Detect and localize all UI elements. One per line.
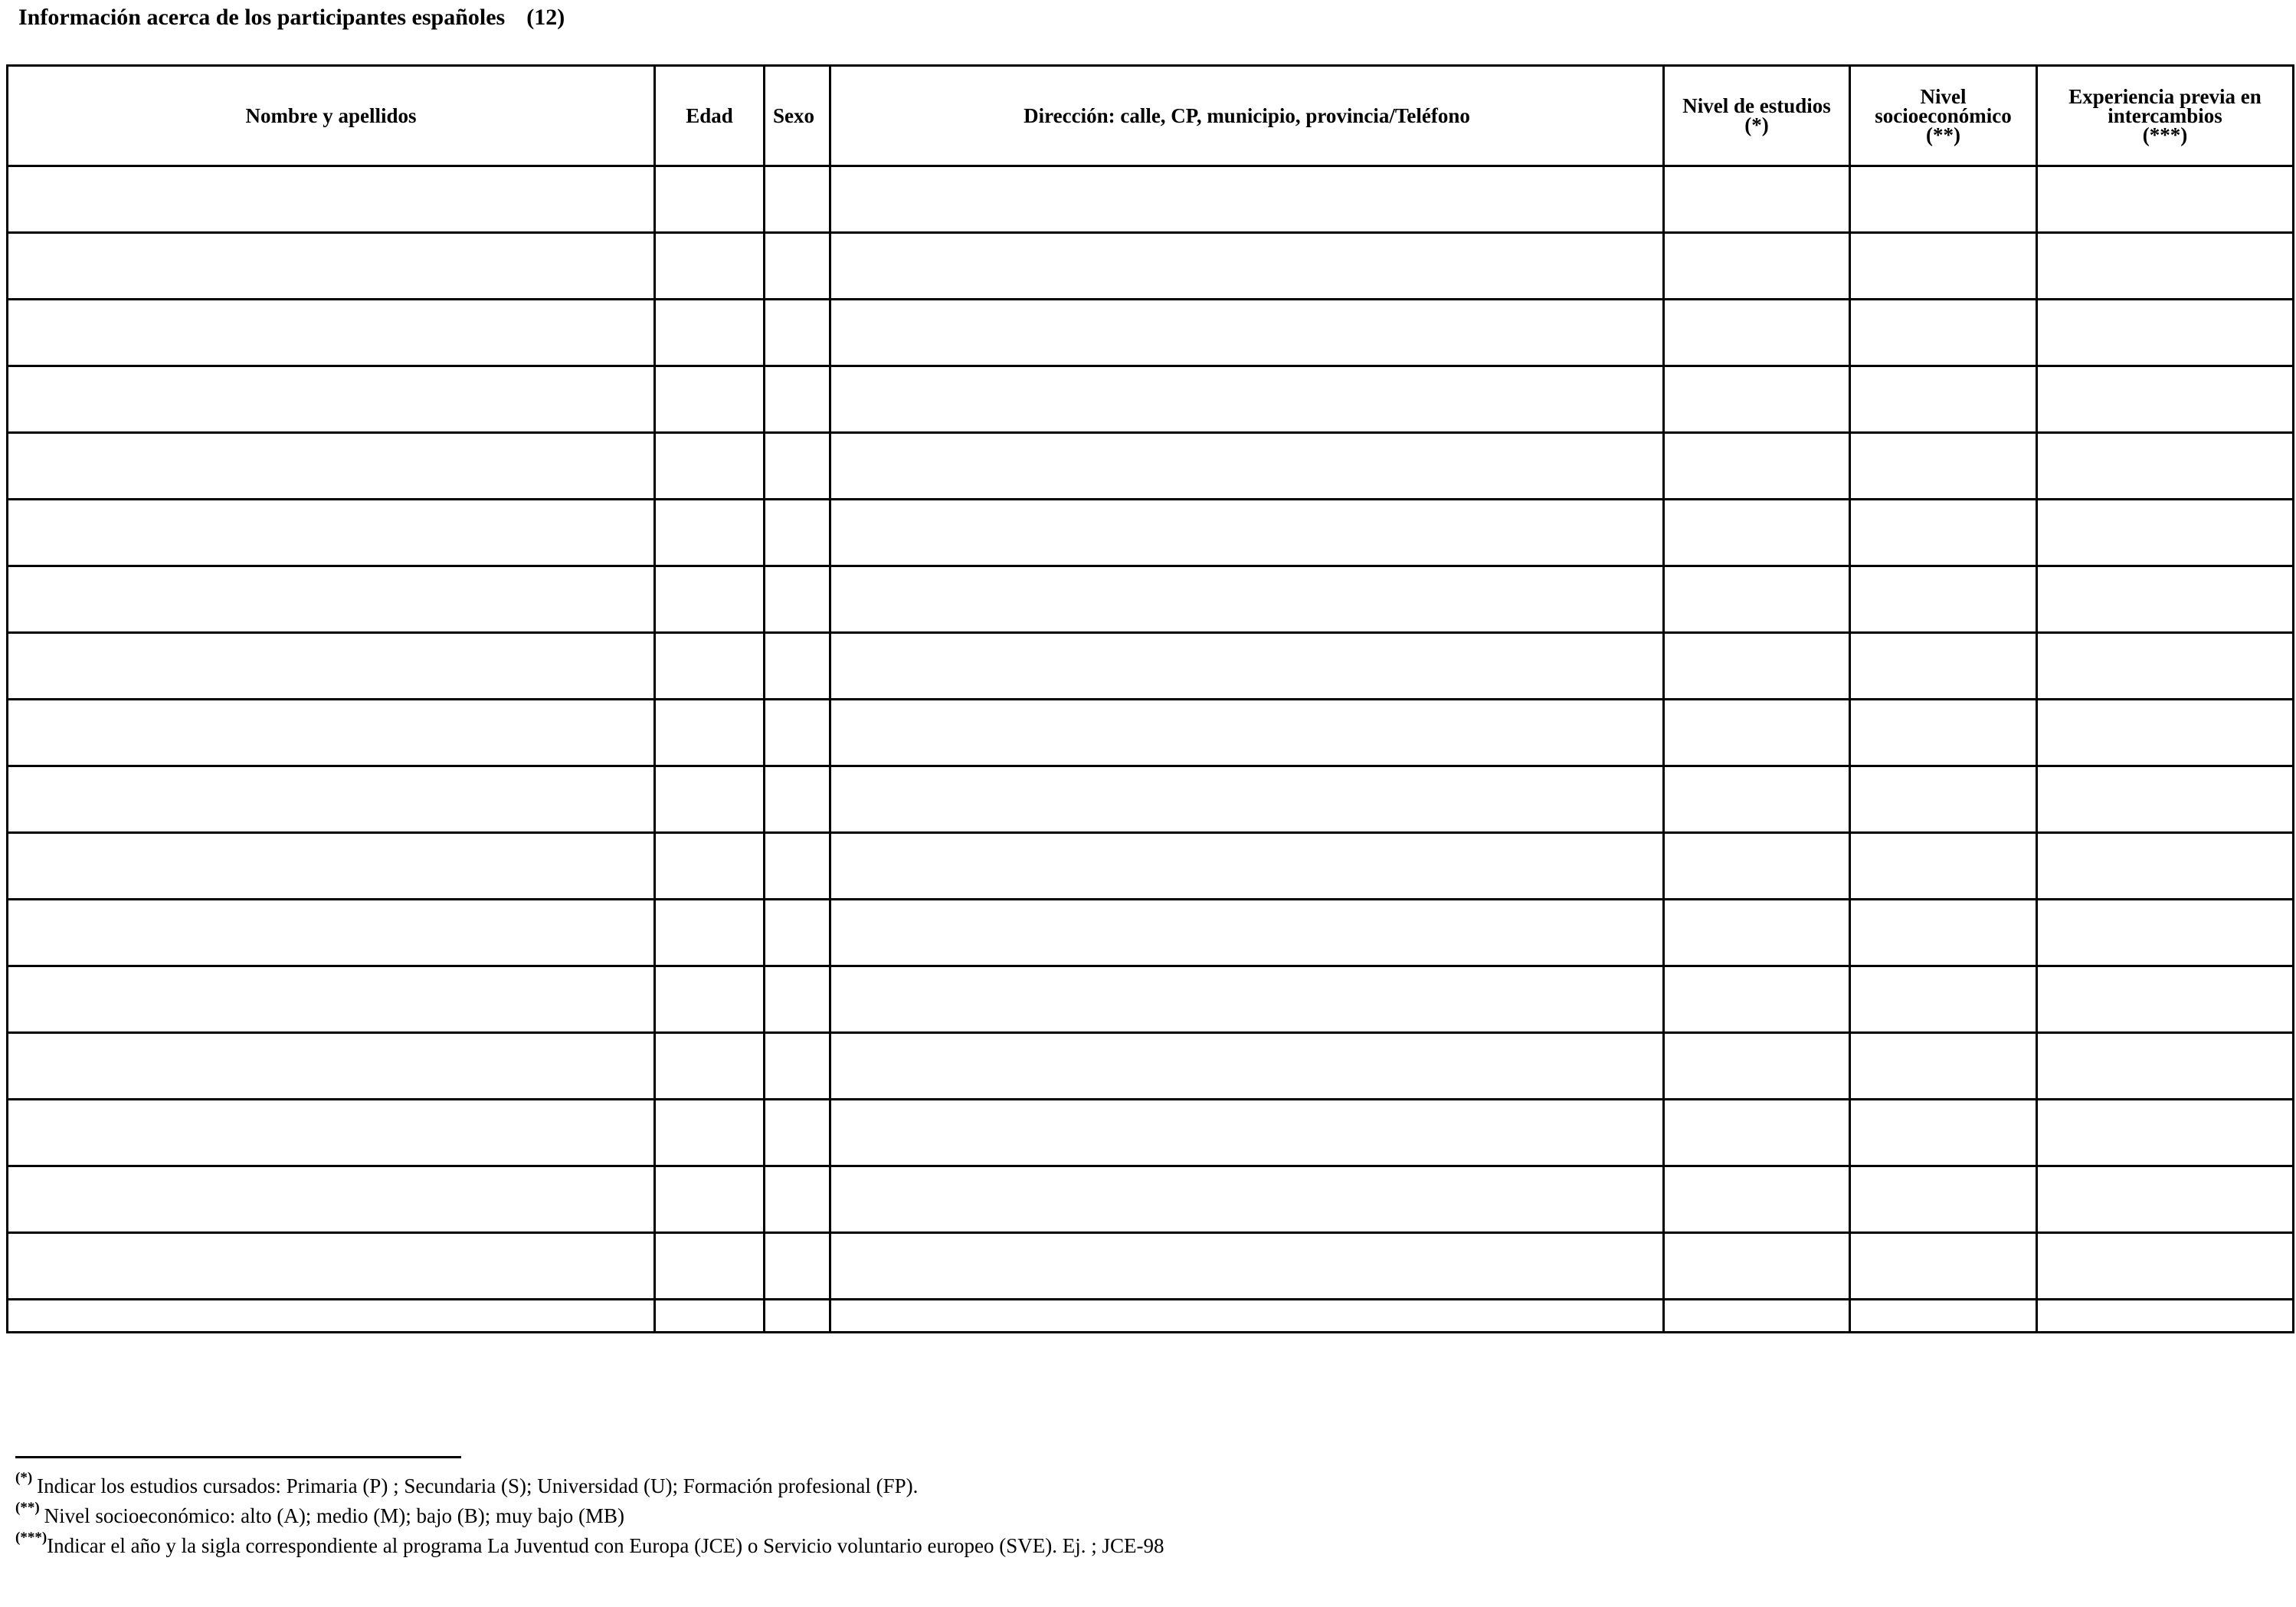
table-row	[8, 500, 2294, 566]
column-header-label: Dirección: calle, CP, municipio, provincia/Teléfono	[1024, 103, 1470, 127]
table-cell[interactable]	[765, 966, 830, 1033]
table-cell[interactable]	[830, 566, 1664, 633]
footnote-estudios	[15, 1471, 1164, 1501]
footnote-marker: (***)	[15, 1530, 47, 1546]
table-cell[interactable]	[8, 566, 655, 633]
page-title-ref: (12)	[526, 5, 565, 30]
table-cell[interactable]	[1664, 833, 1850, 900]
column-header-nivel-estudios	[1664, 66, 1850, 166]
table-cell[interactable]	[765, 1033, 830, 1100]
table-cell[interactable]	[1850, 966, 2037, 1033]
column-header-label: Sexo	[773, 103, 814, 127]
table-cell[interactable]	[765, 1233, 830, 1300]
table-cell[interactable]	[2037, 700, 2294, 766]
table-cell[interactable]	[2037, 433, 2294, 500]
table-cell[interactable]	[1664, 900, 1850, 966]
footnote-marker: (*)	[15, 1470, 33, 1486]
footnote-text: Indicar el año y la sigla correspondiente al programa La Juventud con Europa (JCE) o Servicio voluntario europeo (SVE). Ej. ; JCE-98	[47, 1534, 1164, 1557]
table-cell[interactable]	[830, 1300, 1664, 1333]
table-cell[interactable]	[1664, 1233, 1850, 1300]
table-cell[interactable]	[830, 833, 1664, 900]
table-cell[interactable]	[8, 633, 655, 700]
table-cell[interactable]	[2037, 1166, 2294, 1233]
table-cell[interactable]	[655, 1166, 765, 1233]
table-cell[interactable]	[1850, 1233, 2037, 1300]
table-cell[interactable]	[830, 766, 1664, 833]
table-row	[8, 1233, 2294, 1300]
table-row	[8, 166, 2294, 233]
column-header-ref: (**)	[1926, 123, 1960, 146]
table-cell[interactable]	[8, 900, 655, 966]
table-cell[interactable]	[8, 1033, 655, 1100]
table-cell[interactable]	[8, 366, 655, 433]
table-cell[interactable]	[1850, 166, 2037, 233]
table-cell[interactable]	[2037, 366, 2294, 433]
table-cell[interactable]	[1850, 366, 2037, 433]
table-cell[interactable]	[1850, 1300, 2037, 1333]
table-cell[interactable]	[1664, 1300, 1850, 1333]
table-cell[interactable]	[655, 766, 765, 833]
table-row	[8, 566, 2294, 633]
table-row	[8, 1100, 2294, 1166]
table-cell[interactable]	[1664, 1033, 1850, 1100]
table-cell[interactable]	[830, 700, 1664, 766]
page-title	[18, 5, 565, 31]
table-cell[interactable]	[655, 566, 765, 633]
table-cell[interactable]	[1850, 766, 2037, 833]
table-cell[interactable]	[765, 1300, 830, 1333]
table-cell[interactable]	[1664, 566, 1850, 633]
table-cell[interactable]	[765, 233, 830, 300]
table-cell[interactable]	[8, 1300, 655, 1333]
table-cell[interactable]	[2037, 766, 2294, 833]
table-cell[interactable]	[1850, 433, 2037, 500]
table-cell[interactable]	[765, 766, 830, 833]
table-cell[interactable]	[1850, 300, 2037, 366]
table-cell[interactable]	[2037, 633, 2294, 700]
table-cell[interactable]	[655, 1300, 765, 1333]
column-header-edad	[655, 66, 765, 166]
column-header-direccion	[830, 66, 1664, 166]
table-row	[8, 833, 2294, 900]
table-cell[interactable]	[8, 1166, 655, 1233]
table-cell[interactable]	[655, 633, 765, 700]
table-row	[8, 300, 2294, 366]
table-cell[interactable]	[830, 166, 1664, 233]
table-cell[interactable]	[8, 766, 655, 833]
table-cell[interactable]	[8, 166, 655, 233]
table-row	[8, 433, 2294, 500]
table-cell[interactable]	[1850, 1100, 2037, 1166]
table-cell[interactable]	[655, 966, 765, 1033]
table-cell[interactable]	[8, 433, 655, 500]
table-cell[interactable]	[8, 966, 655, 1033]
table-cell[interactable]	[1664, 1166, 1850, 1233]
table-row	[8, 366, 2294, 433]
footnote-marker: (**)	[15, 1500, 40, 1516]
table-cell[interactable]	[2037, 833, 2294, 900]
column-header-ref: (*)	[1744, 113, 1769, 136]
column-header-label: Nombre y apellidos	[245, 103, 417, 127]
table-cell[interactable]	[2037, 1100, 2294, 1166]
table-cell[interactable]	[765, 900, 830, 966]
table-cell[interactable]	[1664, 1100, 1850, 1166]
table-cell[interactable]	[2037, 166, 2294, 233]
table-cell[interactable]	[1664, 233, 1850, 300]
table-cell[interactable]	[2037, 500, 2294, 566]
footnote-text: Indicar los estudios cursados: Primaria (P) ; Secundaria (S); Universidad (U); Formación profesional (FP).	[37, 1474, 919, 1497]
table-cell[interactable]	[8, 1100, 655, 1166]
table-cell[interactable]	[830, 433, 1664, 500]
table-cell[interactable]	[830, 366, 1664, 433]
table-cell[interactable]	[1850, 700, 2037, 766]
table-cell[interactable]	[8, 833, 655, 900]
table-cell[interactable]	[830, 233, 1664, 300]
footnote-text: Nivel socioeconómico: alto (A); medio (M); bajo (B); muy bajo (MB)	[44, 1504, 625, 1527]
table-cell[interactable]	[655, 300, 765, 366]
table-cell[interactable]	[1664, 433, 1850, 500]
table-cell[interactable]	[830, 1233, 1664, 1300]
table-cell[interactable]	[2037, 1033, 2294, 1100]
table-cell[interactable]	[655, 1233, 765, 1300]
table-cell[interactable]	[2037, 233, 2294, 300]
column-header-ref: (***)	[2142, 123, 2188, 146]
table-row	[8, 966, 2294, 1033]
table-cell[interactable]	[1664, 966, 1850, 1033]
table-cell[interactable]	[8, 700, 655, 766]
table-cell[interactable]	[765, 566, 830, 633]
footnote-socioeconomico	[15, 1501, 1164, 1531]
table-row	[8, 1033, 2294, 1100]
table-cell[interactable]	[1664, 700, 1850, 766]
table-cell[interactable]	[765, 633, 830, 700]
table-cell[interactable]	[830, 500, 1664, 566]
table-row	[8, 633, 2294, 700]
table-cell[interactable]	[765, 300, 830, 366]
table-cell[interactable]	[765, 166, 830, 233]
table-cell[interactable]	[1850, 566, 2037, 633]
table-cell[interactable]	[8, 300, 655, 366]
footnote-experiencia	[15, 1531, 1164, 1561]
column-header-nombre	[8, 66, 655, 166]
column-header-label: Experiencia previa en intercambios	[2068, 84, 2262, 127]
table-row	[8, 900, 2294, 966]
table-row	[8, 700, 2294, 766]
table-row	[8, 766, 2294, 833]
column-header-nivel-socioeconomico	[1850, 66, 2037, 166]
table-cell[interactable]	[2037, 1300, 2294, 1333]
table-cell[interactable]	[655, 500, 765, 566]
table-cell[interactable]	[1664, 300, 1850, 366]
table-cell[interactable]	[1850, 900, 2037, 966]
table-cell[interactable]	[1850, 1033, 2037, 1100]
table-cell[interactable]	[2037, 566, 2294, 633]
table-cell[interactable]	[830, 966, 1664, 1033]
table-cell[interactable]	[8, 1233, 655, 1300]
table-cell[interactable]	[765, 1100, 830, 1166]
table-cell[interactable]	[830, 900, 1664, 966]
table-cell[interactable]	[655, 433, 765, 500]
table-body	[8, 166, 2294, 1333]
table-cell[interactable]	[655, 900, 765, 966]
table-cell[interactable]	[655, 700, 765, 766]
table-cell[interactable]	[830, 300, 1664, 366]
page-title-text: Información acerca de los participantes españoles	[18, 5, 506, 30]
table-cell[interactable]	[830, 1100, 1664, 1166]
table-cell[interactable]	[655, 1033, 765, 1100]
table-cell[interactable]	[830, 1166, 1664, 1233]
table-cell[interactable]	[655, 233, 765, 300]
table-cell[interactable]	[1664, 500, 1850, 566]
column-header-sexo	[765, 66, 830, 166]
table-cell[interactable]	[1664, 166, 1850, 233]
table-cell[interactable]	[765, 500, 830, 566]
table-cell[interactable]	[765, 366, 830, 433]
table-header-row	[8, 66, 2294, 166]
table-cell[interactable]	[1850, 1166, 2037, 1233]
table-cell[interactable]	[765, 1166, 830, 1233]
table-row	[8, 1300, 2294, 1333]
table-cell[interactable]	[655, 166, 765, 233]
table-cell[interactable]	[8, 500, 655, 566]
table-cell[interactable]	[765, 700, 830, 766]
table-cell[interactable]	[1850, 633, 2037, 700]
table-cell[interactable]	[1664, 766, 1850, 833]
column-header-label: Nivel de estudios	[1682, 94, 1831, 117]
table-cell[interactable]	[1850, 500, 2037, 566]
table-row	[8, 1166, 2294, 1233]
footnotes	[15, 1471, 1164, 1561]
table-cell[interactable]	[2037, 1233, 2294, 1300]
table-cell[interactable]	[1664, 633, 1850, 700]
table-cell[interactable]	[1664, 366, 1850, 433]
table-cell[interactable]	[765, 433, 830, 500]
table-cell[interactable]	[655, 833, 765, 900]
table-cell[interactable]	[8, 233, 655, 300]
table-cell[interactable]	[655, 366, 765, 433]
table-cell[interactable]	[2037, 300, 2294, 366]
footnote-divider	[15, 1456, 461, 1458]
table-cell[interactable]	[765, 833, 830, 900]
column-header-label: Nivel socioeconómico	[1875, 84, 2012, 127]
table-cell[interactable]	[1850, 833, 2037, 900]
column-header-label: Edad	[686, 103, 733, 127]
table-cell[interactable]	[830, 633, 1664, 700]
table-cell[interactable]	[2037, 900, 2294, 966]
table-cell[interactable]	[830, 1033, 1664, 1100]
table-cell[interactable]	[2037, 966, 2294, 1033]
table-row	[8, 233, 2294, 300]
participants-table	[6, 64, 2294, 1333]
table-cell[interactable]	[1850, 233, 2037, 300]
column-header-experiencia-previa	[2037, 66, 2294, 166]
table-cell[interactable]	[655, 1100, 765, 1166]
